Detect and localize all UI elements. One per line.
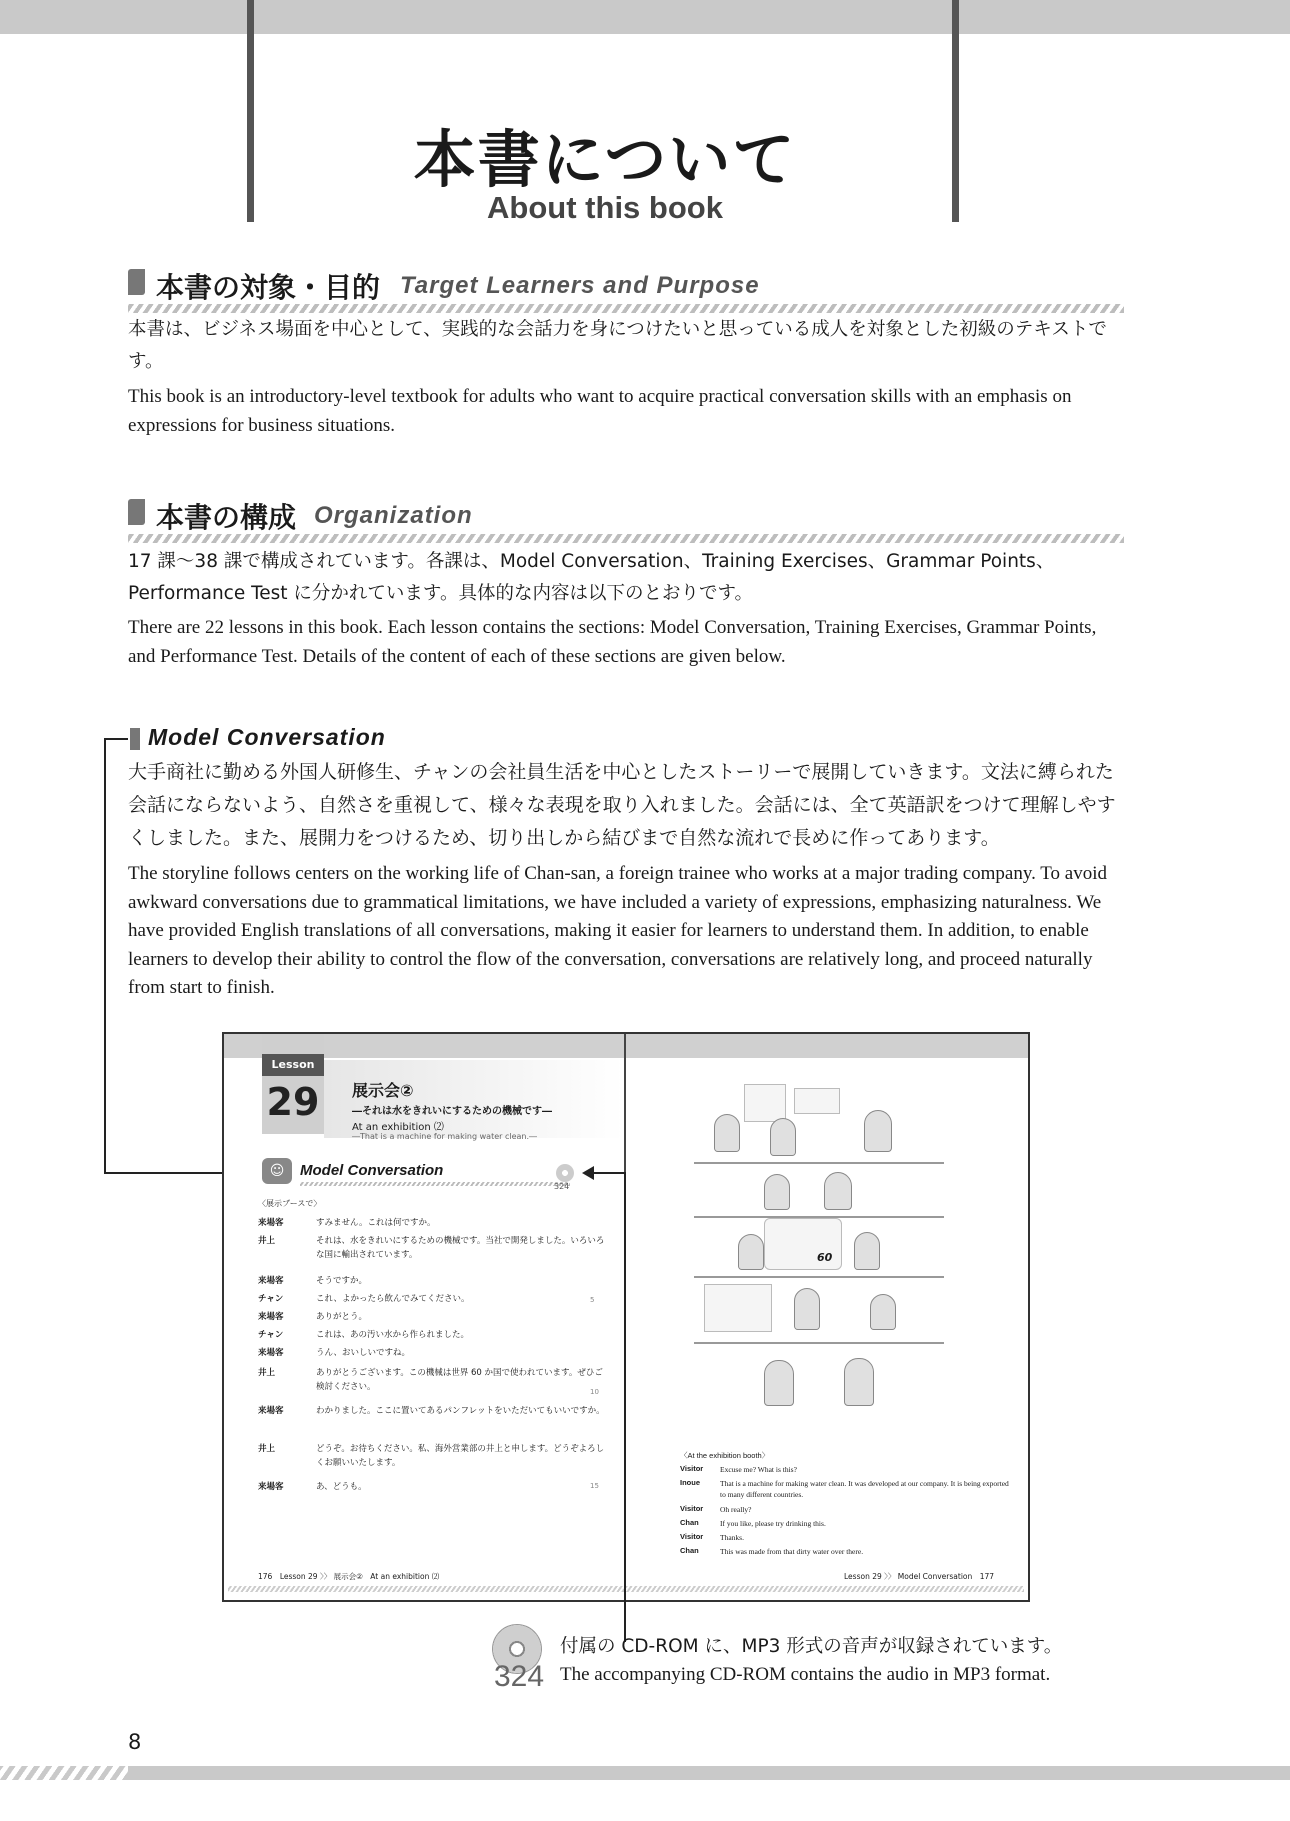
speaker-jp: 来場客 (258, 1406, 284, 1416)
line-en: That is a machine for making water clean. It was developed at our company. It is being exported to many different countries. (720, 1479, 1009, 1499)
speaker-en: Chan (680, 1518, 699, 1527)
person-figure (870, 1294, 896, 1330)
lesson-subtitle-en: ―That is a machine for making water clean.― (352, 1132, 538, 1141)
speaker-jp: 井上 (258, 1444, 276, 1454)
manga-illustration (674, 1074, 964, 1374)
line-jp: ありがとう。 (316, 1312, 368, 1322)
speaker-en: Visitor (680, 1504, 704, 1513)
sample-page-image (222, 1032, 1030, 1602)
person-figure (738, 1234, 764, 1270)
person-figure (864, 1110, 892, 1152)
section-body-jp: 本書は、ビジネス場面を中心として、実践的な会話力を身につけたいと思っている成人を対象とした初級のテキストです。 (128, 319, 1107, 372)
subsection-body-jp: 大手商社に勤める外国人研修生、チャンの会社員生活を中心としたストーリーで展開していきます。文法に縛られた会話にならないよう、自然さを重視して、様々な表現を取り入れました。会話には、全て英語訳をつけて理解しやすくしました。また、展開力をつけるため、切り出しから結びまで自然な流れで長めに作ってあります。 (128, 761, 1116, 849)
lesson-subtitle-jp: ―それは水をきれいにするための機械です― (352, 1106, 552, 1117)
person-figure (824, 1172, 852, 1210)
section-marker-icon (128, 499, 145, 525)
speaker-jp: 井上 (258, 1368, 276, 1378)
page-subtitle: About this book (487, 190, 723, 225)
line-en: Oh really? (720, 1505, 752, 1514)
line-jp: それは、水をきれいにするための機械です。当社で開発しました。いろいろな国に輸出されています。 (316, 1236, 605, 1260)
line-number: 15 (590, 1482, 599, 1490)
speaker-en: Chan (680, 1546, 699, 1555)
lesson-title-jp: 展示会② (352, 1081, 414, 1100)
speaker-jp: 来場客 (258, 1218, 284, 1228)
illustration-number: 60 (817, 1251, 833, 1264)
speaker-jp: 来場客 (258, 1482, 284, 1492)
speech-bubble-illustration (794, 1088, 840, 1114)
line-jp: どうぞ。お待ちください。私、海外営業部の井上と申します。どうぞよろしくお願いいたします。 (316, 1444, 605, 1468)
section-divider (128, 304, 1124, 313)
lesson-number: 29 (266, 1080, 320, 1124)
scene-jp: 〈展示ブースで〉 (258, 1199, 322, 1208)
bottom-hatch (0, 1766, 128, 1780)
line-number: 10 (590, 1388, 599, 1396)
connector-line (624, 1172, 626, 1642)
section-heading-organization (128, 496, 1028, 536)
lesson-label: Lesson (262, 1054, 324, 1076)
speaker-en: Inoue (680, 1478, 700, 1487)
line-jp: うん、おいしいですね。 (316, 1348, 411, 1358)
sample-mc-title: Model Conversation (300, 1162, 444, 1179)
person-figure (764, 1360, 794, 1406)
section-body-jp: 17 課〜38 課で構成されています。各課は、Model Conversation、Training Exercises、Grammar Points、Performance Test に分かれています。具体的な内容は以下のとおりです。 (128, 551, 1055, 604)
line-jp: これ、よかったら飲んでみてください。 (316, 1294, 470, 1304)
line-en: If you like, please try drinking this. (720, 1519, 826, 1528)
line-jp: わかりました。ここに置いてあるパンフレットをいただいてもいいですか。 (316, 1406, 605, 1416)
person-figure (714, 1114, 740, 1152)
line-jp: これは、あの汚い水から作られました。 (316, 1330, 470, 1340)
speaker-jp: 井上 (258, 1236, 276, 1246)
speaker-jp: 来場客 (258, 1312, 284, 1322)
subsection-body-en: The storyline follows centers on the working life of Chan-san, a foreign trainee who works at a major trading company. To avoid awkward conversations due to grammatical limitations, we have included a variety of expressions, emphasizing naturalness. We have provided English translations of all conversations, making it easier for learners to understand them. In addition, to enable learners to develop their ability to control the flow of the conversation, conversations are relatively long, and proceed naturally from start to finish. (128, 863, 1108, 998)
panel-divider (694, 1342, 944, 1344)
sample-mc-divider (300, 1182, 570, 1186)
speaker-jp: チャン (258, 1294, 284, 1304)
speaker-jp: チャン (258, 1330, 284, 1340)
section-body-en: There are 22 lessons in this book. Each lesson contains the sections: Model Conversation, Training Exercises, Grammar Points, and Performance Test. Details of the content of each of these sections are given below. (128, 617, 1097, 667)
conversation-icon: ☺ (262, 1158, 292, 1184)
panel-divider (694, 1162, 944, 1164)
person-figure (854, 1232, 880, 1270)
pamphlet-rack-illustration (704, 1284, 772, 1332)
cd-track-number: 324 (494, 1660, 545, 1693)
cd-small-track: 324 (554, 1182, 570, 1191)
cd-note-en: The accompanying CD-ROM contains the audio in MP3 format. (560, 1664, 1051, 1685)
connector-line (104, 738, 128, 740)
lesson-title-en: At an exhibition ⑵ (352, 1122, 444, 1133)
person-figure (794, 1288, 820, 1330)
subsection-title: Model Conversation (148, 724, 386, 750)
speaker-jp: 来場客 (258, 1276, 284, 1286)
connector-line (592, 1172, 626, 1174)
section-title-jp: 本書の構成 (156, 501, 297, 534)
bottom-bar (128, 1766, 1290, 1780)
section-body-en: This book is an introductory-level textbook for adults who want to acquire practical conversation skills with an emphasis on expressions for business situations. (128, 386, 1072, 436)
line-jp: すみません。これは何ですか。 (316, 1218, 436, 1228)
speaker-jp: 来場客 (258, 1348, 284, 1358)
speaker-en: Visitor (680, 1464, 704, 1473)
line-en: This was made from that dirty water over there. (720, 1547, 864, 1556)
section-title-en: Target Learners and Purpose (400, 272, 760, 299)
section-title-en: Organization (314, 502, 473, 529)
line-en: Thanks. (720, 1533, 744, 1542)
person-figure (764, 1174, 790, 1210)
scene-en: 〈At the exhibition booth〉 (680, 1451, 770, 1460)
sample-footer-right: Lesson 29 〉〉 Model Conversation 177 (844, 1572, 995, 1581)
section-marker-icon (128, 269, 145, 295)
speaker-en: Visitor (680, 1532, 704, 1541)
line-en: Excuse me? What is this? (720, 1465, 797, 1474)
sample-footer-divider (228, 1586, 1024, 1592)
section-divider (128, 534, 1124, 543)
export-map-illustration (764, 1218, 842, 1270)
sample-top-bar (224, 1034, 1028, 1058)
line-jp: ありがとうございます。この機械は世界 60 か国で使われています。ぜひご検討ください。 (316, 1368, 603, 1392)
cd-small-icon (556, 1164, 574, 1182)
person-figure (770, 1118, 796, 1156)
line-jp: あ、どうも。 (316, 1482, 367, 1492)
line-jp: そうですか。 (316, 1276, 368, 1286)
page-title: 本書について (413, 123, 797, 196)
top-bar (0, 0, 1290, 34)
page-number: 8 (128, 1730, 142, 1754)
connector-line (104, 738, 106, 1174)
panel-divider (694, 1276, 944, 1278)
section-heading-target (128, 266, 1028, 306)
section-title-jp: 本書の対象・目的 (156, 271, 381, 304)
subsection-marker-icon (130, 728, 140, 750)
cd-note-jp: 付属の CD-ROM に、MP3 形式の音声が収録されています。 (560, 1636, 1063, 1657)
sample-footer-left: 176 Lesson 29 〉〉 展示会② At an exhibition ⑵ (258, 1572, 440, 1581)
line-number: 5 (590, 1296, 595, 1304)
machine-illustration (744, 1084, 786, 1122)
person-figure (844, 1358, 874, 1406)
